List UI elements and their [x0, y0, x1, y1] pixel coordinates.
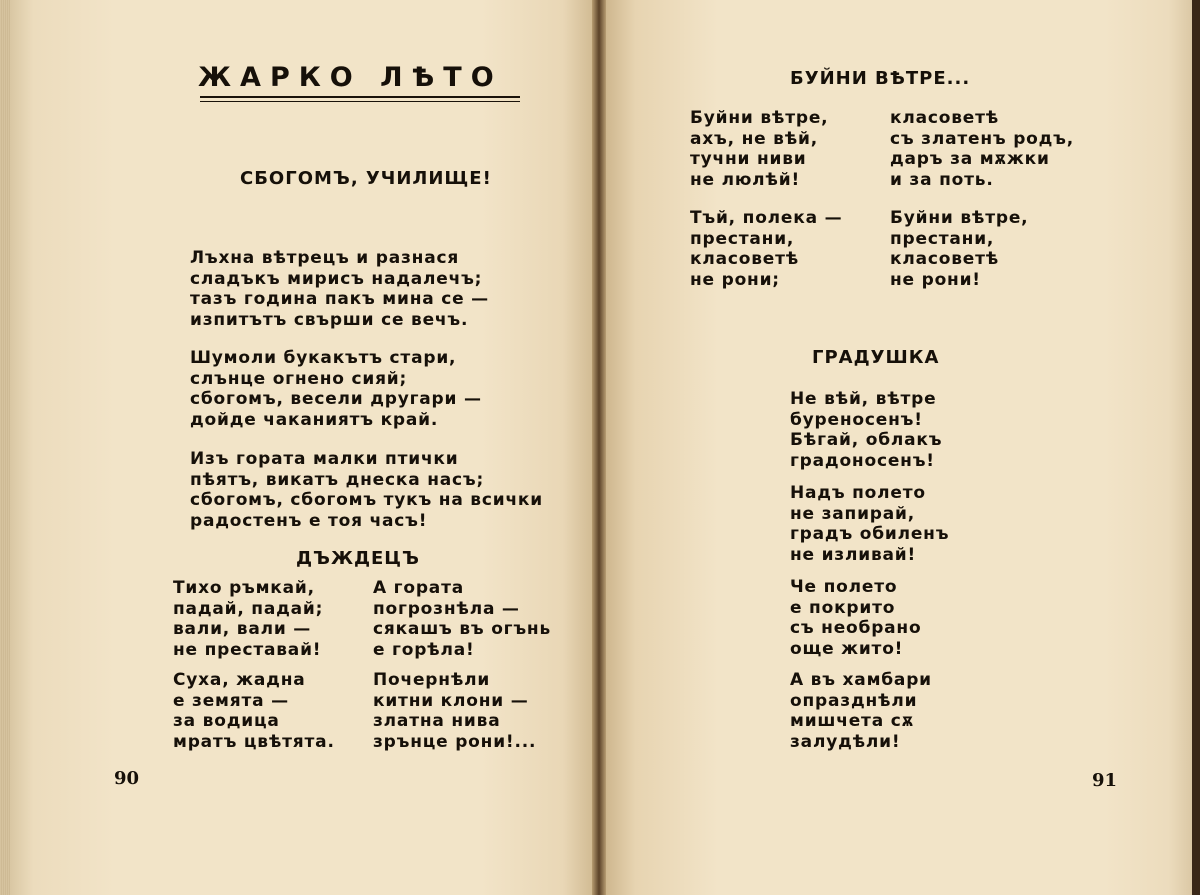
stanza [790, 670, 932, 752]
stanza [373, 578, 551, 660]
stanza [790, 389, 942, 471]
verse-line: пѣятъ, викатъ днеска насъ; [190, 469, 485, 490]
verse-line: е покрито [790, 597, 896, 618]
verse-line: тазъ година пакъ мина се — [190, 289, 489, 309]
verse-line: Почернѣли [373, 670, 491, 690]
verse-line: Буйни вѣтре, [890, 208, 1029, 228]
verse-line: сладъкъ мирисъ надалечъ; [190, 268, 483, 289]
poem-title: ДЪЖДЕЦЪ [296, 548, 420, 569]
page-header: ЖАРКО ЛѢТО [198, 62, 503, 93]
verse-line: Бѣгай, облакъ [790, 430, 943, 450]
stanza [790, 577, 921, 659]
verse-line: даръ за мѫжки [890, 149, 1050, 169]
verse-line: градъ обиленъ [790, 524, 950, 544]
verse-line: за водица [173, 711, 280, 731]
verse-line: съ необрано [790, 618, 922, 638]
stanza [190, 348, 482, 430]
verse-line: не запирай, [790, 503, 916, 524]
verse-line: ахъ, не вѣй, [690, 128, 819, 149]
book-gutter [592, 0, 606, 895]
verse-line: още жито! [790, 638, 904, 659]
poem-title: БУЙНИ ВѢТРЕ... [790, 68, 971, 89]
verse-line: мратъ цвѣтята. [173, 731, 335, 752]
header-rule-thin [200, 101, 520, 102]
verse-line: и за поть. [890, 169, 994, 190]
verse-line: градоносенъ! [790, 450, 935, 471]
stanza [173, 670, 335, 752]
verse-line: съ златенъ родъ, [890, 128, 1075, 149]
page-number: 90 [114, 768, 140, 789]
verse-line: Суха, жадна [173, 670, 306, 690]
verse-line: залудѣли! [790, 731, 901, 752]
verse-line: Тъй, полека — [690, 208, 843, 228]
verse-line: буреносенъ! [790, 409, 923, 430]
verse-line: не люлѣй! [690, 169, 800, 190]
verse-line: изпитътъ свърши се вечъ. [190, 309, 469, 330]
left-page [10, 0, 598, 895]
stanza [890, 208, 1028, 290]
stanza [373, 670, 536, 752]
verse-line: Шумоли букакътъ стари, [190, 348, 457, 368]
verse-line: не изливай! [790, 544, 917, 565]
verse-line: Изъ гората малки птички [190, 449, 459, 469]
verse-line: Не вѣй, вѣтре [790, 389, 937, 409]
stanza [690, 208, 842, 290]
poem-title: ГРАДУШКА [812, 347, 940, 368]
verse-line: не рони! [890, 269, 981, 290]
verse-line: Буйни вѣтре, [690, 108, 829, 128]
verse-line: падай, падай; [173, 598, 324, 619]
verse-line: престани, [890, 228, 995, 249]
poem-title: СБОГОМЪ, УЧИЛИЩЕ! [240, 168, 492, 189]
verse-line: златна нива [373, 711, 501, 731]
verse-line: класоветѣ [890, 249, 1000, 269]
right-page [600, 0, 1192, 895]
stanza [690, 108, 828, 190]
stanza [190, 248, 489, 330]
verse-line: А гората [373, 578, 465, 598]
verse-line: тучни ниви [690, 149, 807, 169]
verse-line: дойде чаканиятъ край. [190, 409, 439, 430]
verse-line: сякашъ въ огънь [373, 619, 552, 639]
verse-line: погрознѣла — [373, 598, 520, 619]
verse-line: класоветѣ [690, 249, 800, 269]
verse-line: А въ хамбари [790, 670, 932, 690]
stanza [190, 449, 543, 531]
verse-line: зрънце рони!... [373, 731, 537, 752]
header-rule-thick [200, 96, 520, 98]
verse-line: Тихо ръмкай, [173, 578, 315, 598]
verse-line: сбогомъ, весели другари — [190, 389, 482, 409]
verse-line: Надъ полето [790, 483, 926, 503]
stanza [890, 108, 1074, 190]
verse-line: Лъхна вѣтрецъ и разнася [190, 248, 460, 268]
verse-line: опразднѣли [790, 690, 918, 711]
stanza [173, 578, 323, 660]
verse-line: не преставай! [173, 639, 322, 660]
verse-line: слънце огнено сияй; [190, 368, 408, 389]
verse-line: класоветѣ [890, 108, 1000, 128]
page-number: 91 [1092, 770, 1118, 791]
verse-line: е земята — [173, 690, 289, 711]
verse-line: радостенъ е тоя часъ! [190, 510, 428, 531]
verse-line: мишчета сѫ [790, 711, 915, 731]
verse-line: Че полето [790, 577, 898, 597]
verse-line: вали, вали — [173, 619, 312, 639]
verse-line: сбогомъ, сбогомъ тукъ на всички [190, 490, 543, 510]
verse-line: е горѣла! [373, 639, 475, 660]
verse-line: престани, [690, 228, 795, 249]
verse-line: китни клони — [373, 690, 529, 711]
verse-line: не рони; [690, 269, 780, 290]
stanza [790, 483, 949, 565]
